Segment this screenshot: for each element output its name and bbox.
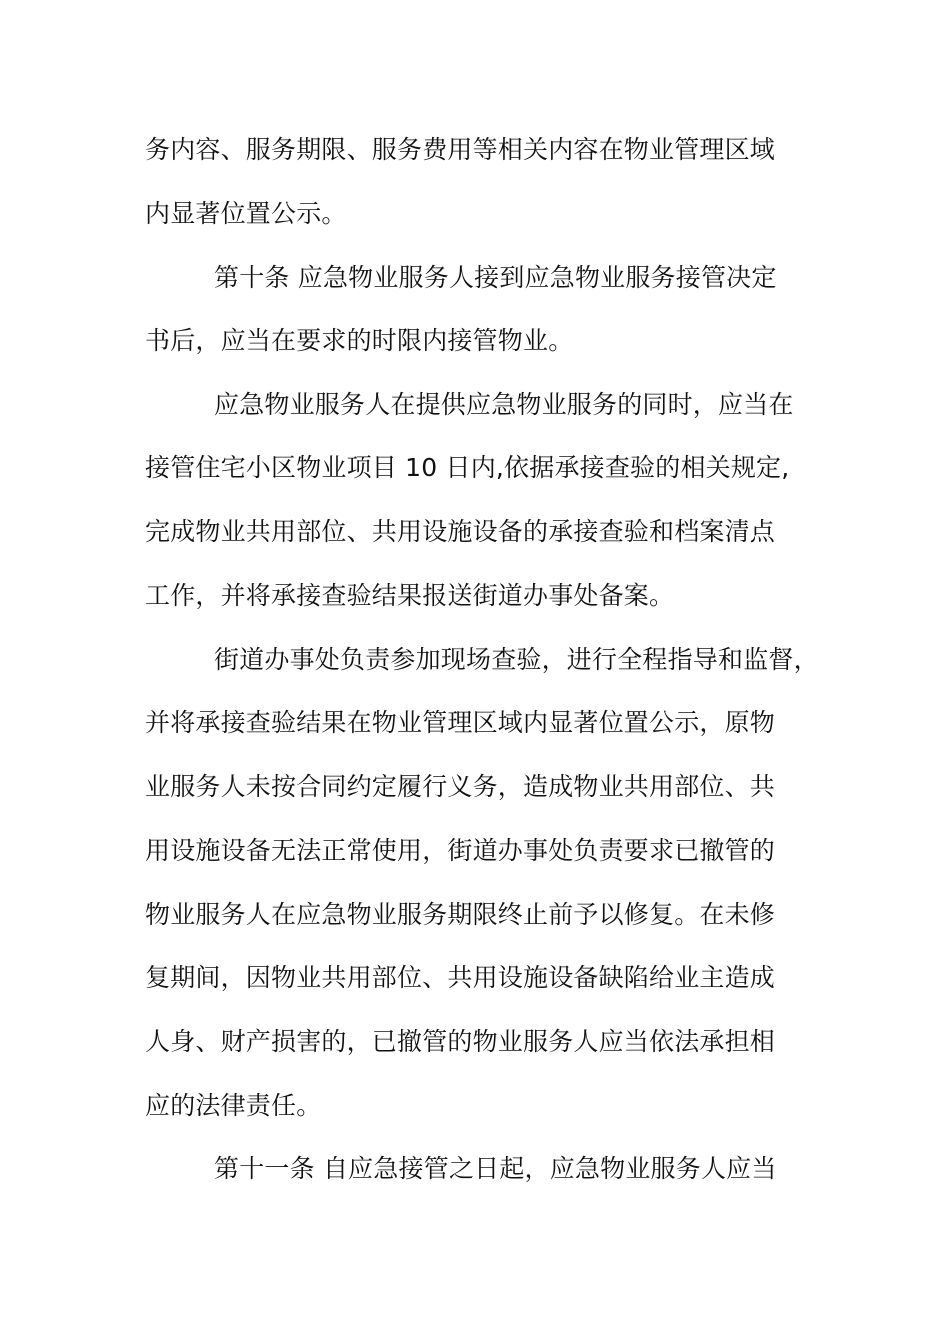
text-line-13: 物业服务人在应急物业服务期限终止前予以修复。在未修 <box>145 900 776 929</box>
text-line-10: 并将承接查验结果在物业管理区域内显著位置公示，原物 <box>145 708 776 737</box>
text-line-8: 工作，并将承接查验结果报送街道办事处备案。 <box>145 581 675 610</box>
article-10-heading-line: 第十条 应急物业服务人接到应急物业服务接管决定 <box>214 263 777 292</box>
paragraph-start-line: 应急物业服务人在提供应急物业服务的同时，应当在 <box>214 390 794 419</box>
text-line-7: 完成物业共用部位、共用设施设备的承接查验和档案清点 <box>145 517 776 546</box>
paragraph-start-line-2: 街道办事处负责参加现场查验，进行全程指导和监督， <box>214 645 819 674</box>
text-line-11: 业服务人未按合同约定履行义务，造成物业共用部位、共 <box>145 772 776 801</box>
text-line-14: 复期间，因物业共用部位、共用设施设备缺陷给业主造成 <box>145 963 776 992</box>
text-line-2: 内显著位置公示。 <box>145 199 347 228</box>
text-line-15: 人身、财产损害的，已撤管的物业服务人应当依法承担相 <box>145 1027 776 1056</box>
article-11-heading-line: 第十一条 自应急接管之日起，应急物业服务人应当 <box>214 1154 777 1183</box>
text-line-16: 应的法律责任。 <box>145 1091 322 1120</box>
text-line-6: 接管住宅小区物业项目 10 日内,依据承接查验的相关规定, <box>145 453 790 482</box>
text-line-1: 务内容、服务期限、服务费用等相关内容在物业管理区域 <box>145 135 776 164</box>
text-line-12: 用设施设备无法正常使用，街道办事处负责要求已撤管的 <box>145 836 776 865</box>
text-line-4: 书后，应当在要求的时限内接管物业。 <box>145 326 574 355</box>
